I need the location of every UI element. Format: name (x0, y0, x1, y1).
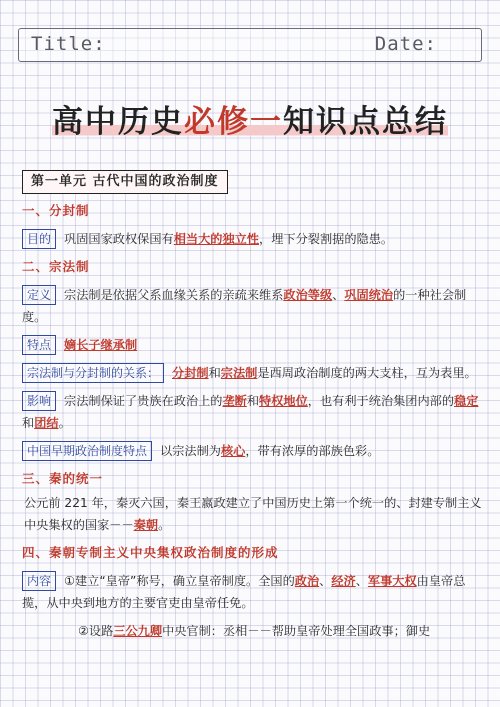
keyword: 三公九卿 (113, 624, 163, 638)
page-title-part1: 高中历史 (52, 104, 184, 140)
text: 和 (208, 366, 221, 380)
text: 和 (246, 394, 260, 408)
text: ①建立“皇帝”称号，确立皇帝制度。全国的 (64, 574, 295, 588)
tag-feature: 特点 (22, 335, 56, 355)
section-heading-qin-unification: 三、秦的统一 (22, 471, 104, 486)
section-heading-fengjian: 一、分封制 (22, 203, 90, 218)
zongfa-definition (22, 284, 484, 328)
text: 。 (58, 416, 71, 430)
tag-purpose: 目的 (22, 229, 56, 249)
text: 、 (319, 574, 332, 588)
unit-heading: 第一单元 古代中国的政治制度 (22, 170, 228, 194)
keyword: 经济 (331, 574, 356, 588)
zongfa-impact (22, 390, 484, 434)
tag-impact: 影响 (22, 391, 56, 411)
tag-content: 内容 (22, 571, 56, 591)
text: 、 (332, 288, 345, 302)
keyword: 垄断 (222, 394, 247, 408)
page-title-part3: 知识点总结 (283, 104, 448, 140)
keyword: 宗法制 (220, 366, 258, 380)
keyword: 相当大的独立性 (173, 232, 260, 246)
qin-content-item1 (22, 570, 484, 614)
text: ，带有浓厚的部族色彩。 (245, 444, 380, 458)
text: 。 (158, 518, 171, 532)
section-heading-qin-system: 四、秦朝专制主义中央集权政治制度的形成 (22, 545, 279, 560)
zongfa-relation (22, 362, 484, 384)
header-box (18, 28, 482, 62)
zongfa-feature (22, 334, 484, 356)
fengjian-purpose (22, 228, 484, 250)
tag-relation: 宗法制与分封制的关系： (22, 363, 164, 383)
keyword: 特权地位 (259, 394, 308, 408)
keyword: 团结 (34, 416, 59, 430)
text: 宗法制是依据父系血缘关系的亲疏来维系 (64, 288, 284, 302)
early-politics-feature (22, 440, 484, 462)
text: ②设路 (78, 624, 114, 638)
keyword: 分封制 (172, 366, 209, 380)
text: 宗法制保证了贵族在政治上的 (64, 394, 223, 408)
date-label: Date: (374, 33, 437, 55)
qin-unification-text (22, 492, 484, 536)
keyword: 秦朝 (133, 518, 159, 532)
keyword: 稳定 (454, 394, 479, 408)
keyword: 嫡长子继承制 (64, 338, 138, 352)
title-label: Title: (31, 33, 106, 55)
text: 、 (355, 574, 368, 588)
keyword: 政治等级 (283, 288, 333, 302)
notes-body (22, 170, 484, 642)
text: 是西周政治制度的两大支柱，互为表里。 (257, 366, 477, 380)
keyword: 军事大权 (367, 574, 417, 588)
page-title-part2: 必修一 (184, 104, 283, 140)
text: 公元前 221 年，秦灭六国，秦王嬴政建立了中国历史上第一个统一的、封建专制主义中央集权的国家－－ (24, 496, 482, 532)
text: ，也有利于统治集团内部的 (307, 394, 455, 408)
page-title (0, 96, 500, 141)
keyword: 核心 (220, 444, 246, 458)
text: ，埋下分裂割据的隐患。 (259, 232, 394, 246)
text: 的一种社会制度。 (22, 288, 467, 324)
qin-content-item2 (22, 620, 484, 642)
text: 中央官制：丞相－－帮助皇帝处理全国政事；御史 (162, 624, 431, 638)
tag-definition: 定义 (22, 285, 56, 305)
section-heading-zongfa: 二、宗法制 (22, 259, 90, 274)
text: 巩固国家政权保国有 (64, 232, 174, 246)
keyword: 政治 (294, 574, 320, 588)
text: 由皇帝总揽，从中央到地方的主要官吏由皇帝任免。 (22, 574, 466, 610)
text: 以宗法制为 (160, 444, 221, 458)
tag-early-feature: 中国早期政治制度特点 (22, 441, 152, 461)
text: 和 (22, 416, 35, 430)
keyword: 巩固统治 (344, 288, 394, 302)
